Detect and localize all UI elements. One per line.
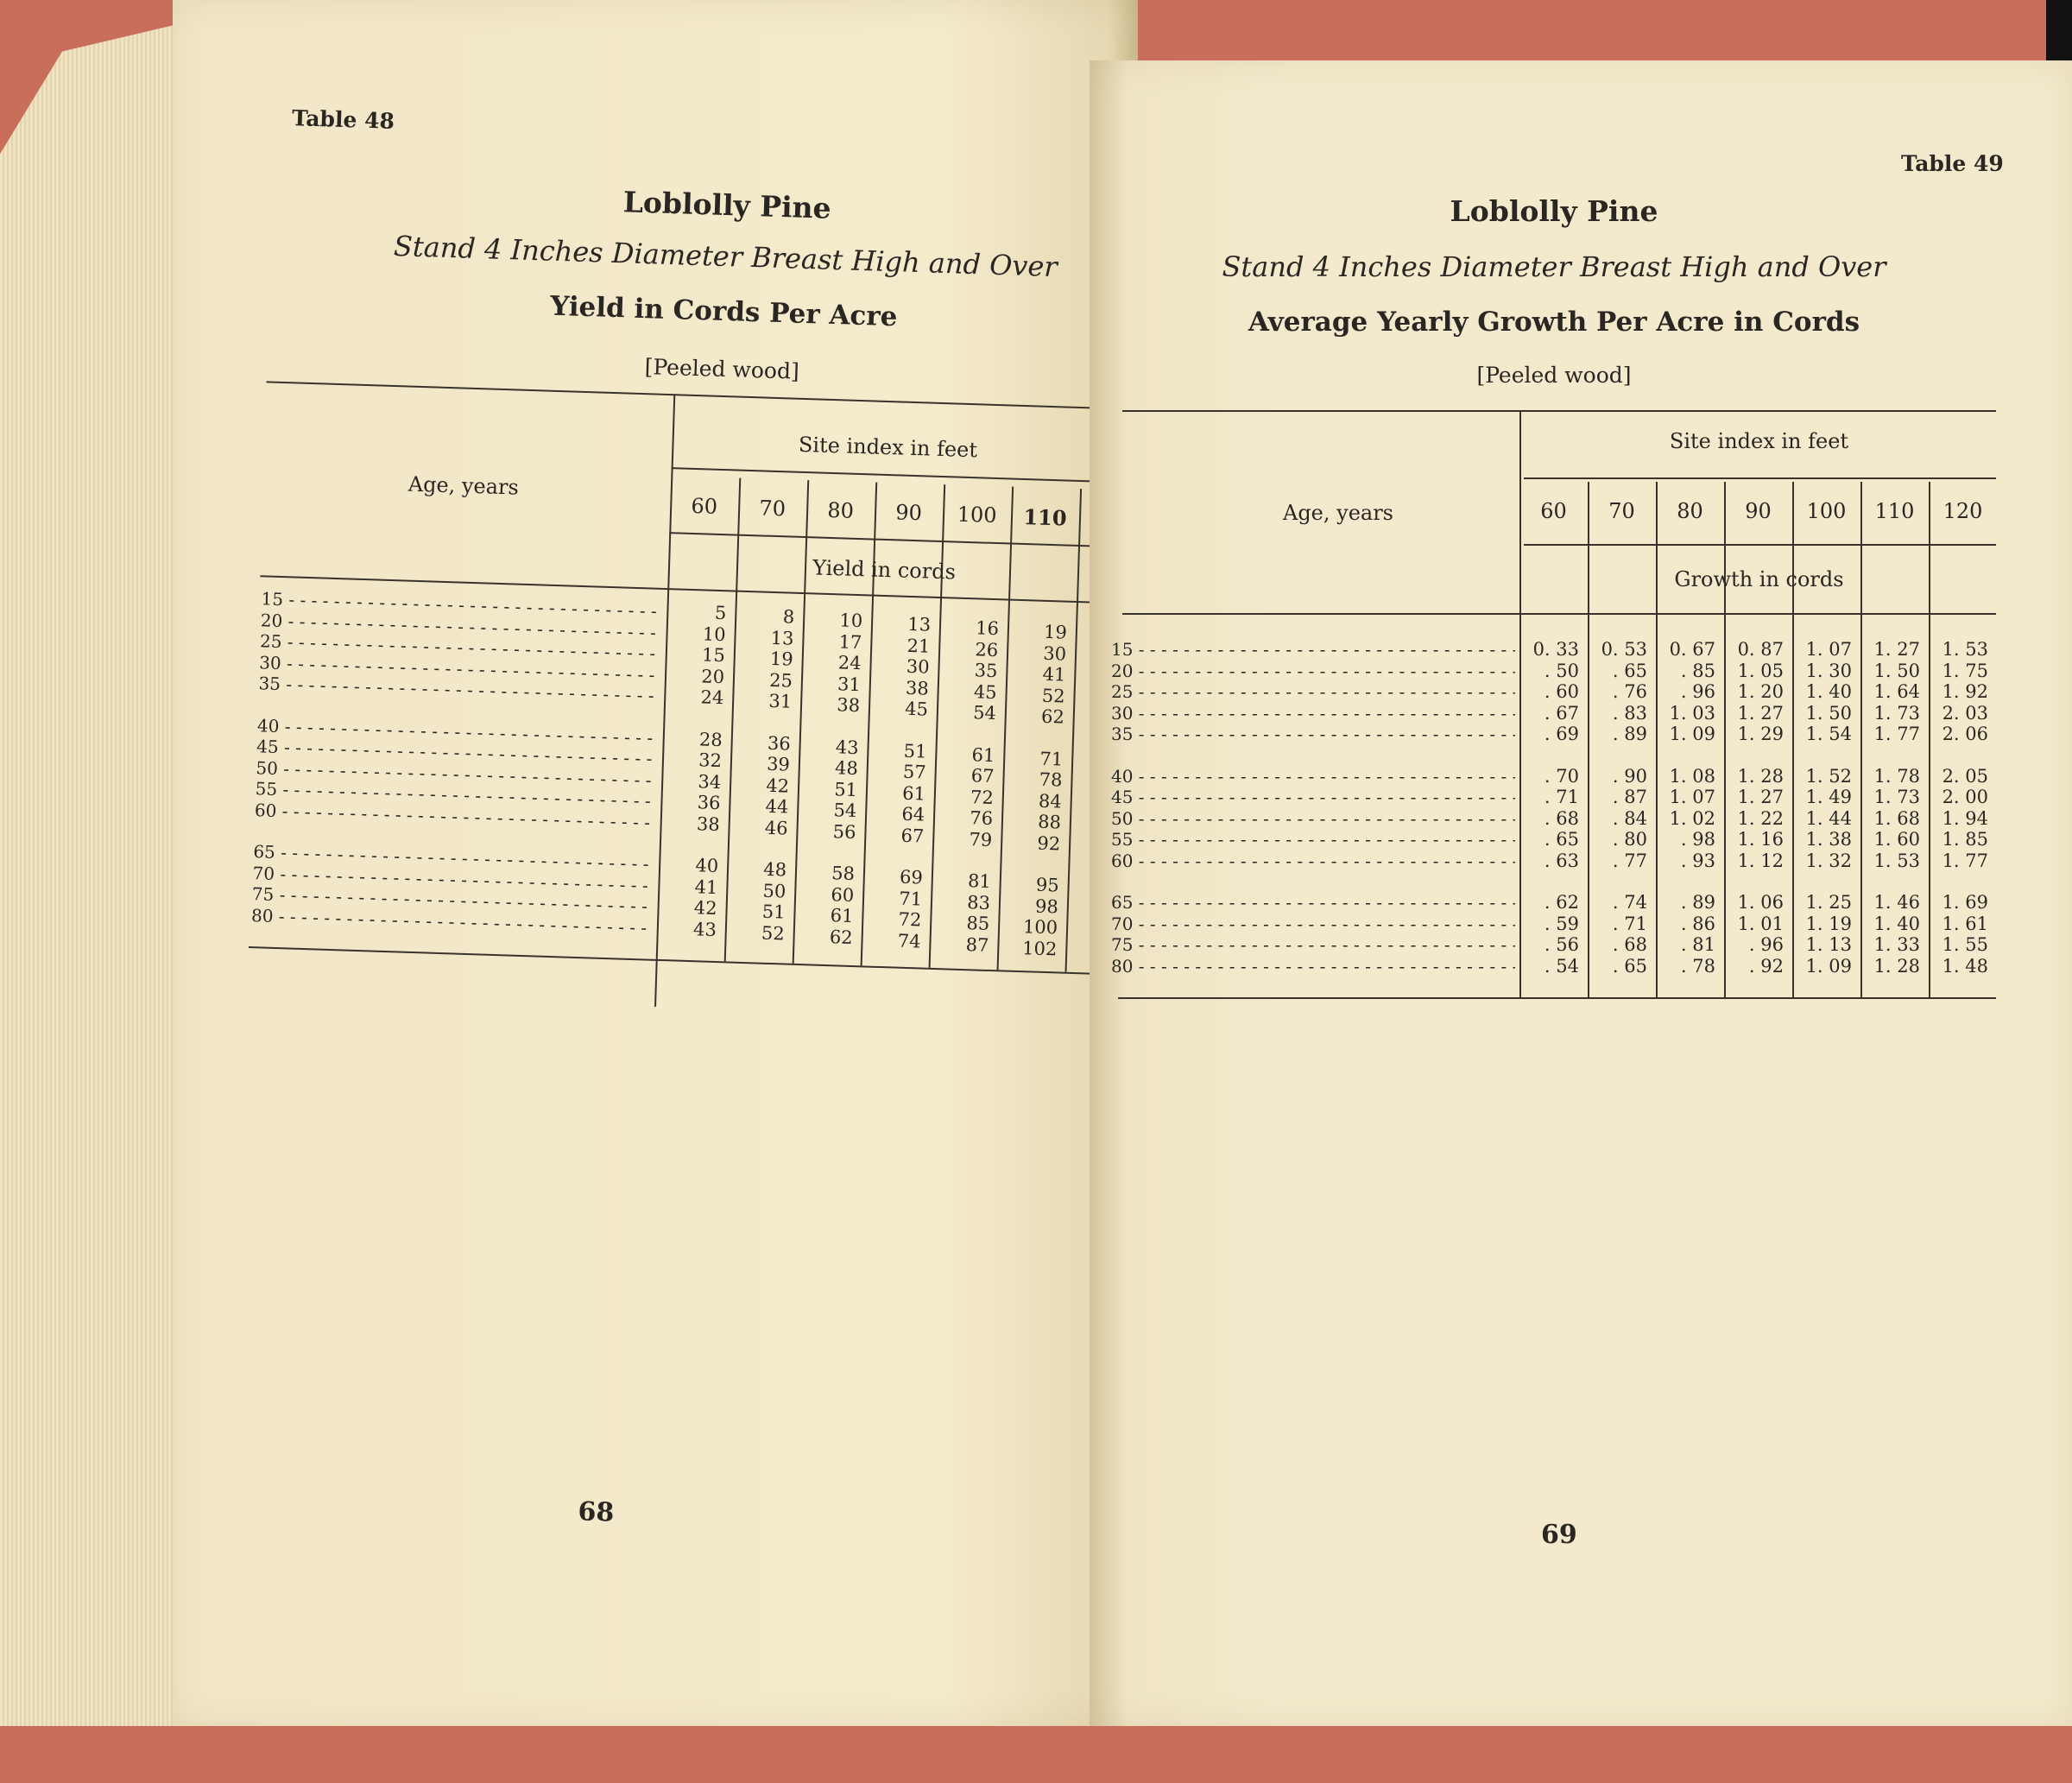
table-title: Loblolly Pine <box>1450 194 1658 228</box>
data-cell: 1. 75 <box>1942 660 1988 681</box>
data-column <box>1001 621 1067 960</box>
data-cell: . 98 <box>1680 829 1715 850</box>
data-cell: 1. 64 <box>1873 681 1920 702</box>
data-cell: 71 <box>898 888 923 910</box>
data-cell: 1. 46 <box>1873 892 1920 913</box>
data-cell: 54 <box>833 800 857 822</box>
data-cell: 1. 61 <box>1942 913 1988 934</box>
age-value: 25 - - - <box>1111 681 1515 703</box>
data-cell: 1. 85 <box>1942 829 1988 850</box>
page-number: 68 <box>578 1496 615 1528</box>
column-header: 100 <box>1806 499 1847 523</box>
data-cell: 8 <box>782 606 795 628</box>
bottom-rule <box>1118 997 1996 999</box>
data-cell: . 59 <box>1544 913 1579 934</box>
column-header: 80 <box>1677 499 1703 523</box>
data-cell: 1. 06 <box>1737 892 1784 913</box>
data-cell: . 71 <box>1544 787 1579 807</box>
data-cell: 84 <box>1038 790 1063 812</box>
data-cell: 31 <box>768 690 793 712</box>
data-cell: 1. 25 <box>1805 892 1852 913</box>
column-header: 100 <box>957 502 997 528</box>
column-divider <box>1792 482 1794 997</box>
column-header: 60 <box>691 493 718 519</box>
data-column <box>932 616 999 956</box>
age-value: 50 - - - <box>1111 808 1515 830</box>
data-cell: 64 <box>901 803 925 825</box>
data-cell: 19 <box>769 648 794 670</box>
column-divider <box>1724 482 1726 997</box>
data-cell: 35 <box>974 660 998 682</box>
data-cell: 1. 54 <box>1805 724 1852 744</box>
data-cell: 1. 01 <box>1737 913 1784 934</box>
age-value: 25 - - - <box>260 630 662 664</box>
data-cell: . 68 <box>1544 807 1579 829</box>
data-cell: 0. 87 <box>1737 639 1784 660</box>
table-label: Table 48 <box>291 105 395 134</box>
data-column <box>1864 639 1920 977</box>
table-subtitle: Stand 4 Inches Diameter Breast High and Over <box>1222 250 1886 283</box>
age-value: 75 - - - <box>252 883 654 917</box>
data-column <box>1591 639 1647 977</box>
age-value: 50 - - - <box>256 757 658 791</box>
column-divider <box>1588 482 1589 997</box>
data-cell: 51 <box>833 778 858 800</box>
data-cell: . 89 <box>1612 724 1647 744</box>
data-cell: 1. 92 <box>1942 681 1988 702</box>
data-cell: 2. 00 <box>1942 787 1988 807</box>
data-cell: 41 <box>694 876 718 898</box>
data-cell: 43 <box>835 736 859 758</box>
data-cell: 61 <box>901 782 926 805</box>
data-cell: 34 <box>698 770 722 793</box>
data-cell: 95 <box>1035 874 1060 896</box>
column-header: 110 <box>1874 499 1915 523</box>
data-cell: . 70 <box>1544 765 1579 787</box>
data-cell: 1. 77 <box>1942 850 1988 871</box>
data-cell: 13 <box>906 613 932 635</box>
data-cell: 1. 28 <box>1873 955 1920 977</box>
data-cell: 1. 55 <box>1942 934 1988 955</box>
age-value: 35 - - - <box>258 673 660 706</box>
table-note: [Peeled wood] <box>1476 363 1632 388</box>
unit-header: Growth in cords <box>1674 567 1844 591</box>
column-divider <box>1860 482 1862 997</box>
column-header: 90 <box>1745 499 1772 523</box>
data-cell: . 71 <box>1612 913 1647 934</box>
data-cell: 1. 44 <box>1805 807 1852 829</box>
table-label: Table 49 <box>1901 151 2004 176</box>
column-header: 70 <box>758 496 786 522</box>
data-cell: 0. 67 <box>1669 639 1715 660</box>
age-value: 55 - - - <box>255 778 657 812</box>
data-cell: 50 <box>762 880 786 902</box>
age-value: 35 - - - <box>1111 724 1515 745</box>
data-cell: 76 <box>969 807 994 830</box>
data-cell: . 50 <box>1544 660 1579 681</box>
data-cell: 98 <box>1034 895 1059 917</box>
data-cell: 30 <box>906 655 930 678</box>
data-cell: 72 <box>898 908 922 931</box>
data-cell: . 93 <box>1680 850 1715 871</box>
age-value: 30 - - - <box>259 652 661 686</box>
data-cell: 1. 33 <box>1873 934 1920 955</box>
data-cell: 43 <box>692 918 717 940</box>
data-cell: . 56 <box>1544 934 1579 955</box>
data-cell: 13 <box>770 627 794 649</box>
data-cell: . 96 <box>1680 681 1715 702</box>
data-cell: 48 <box>834 757 859 780</box>
data-cell: 69 <box>899 866 924 888</box>
body-rule <box>1122 613 1996 615</box>
data-cell: . 78 <box>1680 955 1715 977</box>
column-header: 70 <box>1608 499 1635 523</box>
data-cell: . 81 <box>1680 934 1715 955</box>
column-divider <box>1656 482 1658 997</box>
site-rule <box>1524 477 1996 479</box>
data-column <box>864 613 931 952</box>
data-cell: 1. 02 <box>1669 807 1715 829</box>
data-cell: 17 <box>838 630 862 653</box>
data-cell: 38 <box>836 694 861 717</box>
data-cell: 56 <box>832 820 856 843</box>
age-value: 65 - - - <box>1111 892 1515 914</box>
site-header: Site index in feet <box>798 432 978 463</box>
data-cell: . 83 <box>1612 702 1647 724</box>
data-cell: 1. 30 <box>1805 660 1852 681</box>
data-cell: 26 <box>975 638 999 661</box>
data-cell: 58 <box>831 863 856 885</box>
data-cell: . 65 <box>1544 829 1579 850</box>
data-cell: 42 <box>693 897 718 920</box>
column-divider <box>1929 482 1930 997</box>
data-cell: 1. 03 <box>1669 702 1715 724</box>
table-subtitle: Stand 4 Inches Diameter Breast High and Over <box>393 229 1058 284</box>
data-cell: 25 <box>768 669 793 692</box>
data-cell: 72 <box>970 786 995 808</box>
data-cell: 2. 03 <box>1942 702 1988 724</box>
site-header: Site index in feet <box>1669 429 1849 453</box>
age-value: 70 - - - <box>252 863 654 896</box>
data-cell: 48 <box>762 858 787 881</box>
page-number: 69 <box>1541 1520 1577 1550</box>
column-divider <box>1065 489 1083 972</box>
data-cell: 31 <box>837 673 862 695</box>
data-column <box>1728 639 1784 977</box>
stub-divider <box>1519 410 1521 997</box>
data-cell: 61 <box>830 905 854 927</box>
data-cell: 39 <box>766 753 791 775</box>
data-cell: 10 <box>702 623 726 645</box>
data-cell: 1. 09 <box>1805 955 1852 977</box>
data-cell: 30 <box>1042 642 1067 665</box>
data-cell: 54 <box>972 702 997 724</box>
data-cell: 19 <box>1043 621 1068 643</box>
age-column <box>1111 639 1515 977</box>
data-cell: 36 <box>697 792 721 814</box>
data-cell: 1. 53 <box>1873 850 1920 871</box>
data-cell: 51 <box>903 740 927 762</box>
age-value: 15 - - - <box>261 588 663 622</box>
data-cell: . 62 <box>1544 892 1579 913</box>
data-cell: 67 <box>900 825 925 847</box>
data-cell: 52 <box>761 922 786 945</box>
data-cell: 21 <box>906 635 931 657</box>
column-header: 110 <box>1023 503 1068 531</box>
data-cell: 2. 05 <box>1942 765 1988 787</box>
data-cell: 1. 94 <box>1942 807 1988 829</box>
data-cell: . 65 <box>1612 955 1647 977</box>
data-cell: 87 <box>965 933 989 956</box>
data-cell: . 68 <box>1612 934 1647 955</box>
data-cell: 36 <box>767 732 792 755</box>
data-cell: 79 <box>969 828 993 850</box>
data-cell: 74 <box>897 930 921 952</box>
data-cell: 1. 50 <box>1873 660 1920 681</box>
data-cell: . 60 <box>1544 681 1579 702</box>
data-cell: 1. 38 <box>1805 829 1852 850</box>
data-cell: 71 <box>1039 748 1064 770</box>
data-cell: 57 <box>902 761 927 783</box>
data-cell: 62 <box>829 926 854 948</box>
data-cell: . 77 <box>1612 850 1647 871</box>
data-cell: 20 <box>700 665 725 687</box>
data-column <box>1659 639 1715 977</box>
data-cell: 45 <box>904 698 929 720</box>
data-cell: 88 <box>1037 811 1062 833</box>
data-cell: 1. 73 <box>1873 702 1920 724</box>
data-cell: 45 <box>973 680 998 703</box>
data-cell: 1. 19 <box>1805 913 1852 934</box>
data-cell: 44 <box>765 795 789 818</box>
data-cell: 38 <box>905 677 930 699</box>
data-cell: 102 <box>1021 937 1058 959</box>
column-header: 120 <box>1942 499 1983 523</box>
data-cell: 85 <box>966 913 990 934</box>
data-cell: . 84 <box>1612 807 1647 829</box>
data-cell: 10 <box>839 610 863 632</box>
data-cell: 46 <box>764 817 788 839</box>
data-cell: 28 <box>698 728 723 750</box>
age-value: 15 - - - <box>1111 639 1515 661</box>
data-column <box>1796 639 1852 977</box>
age-value: 70 - - - <box>1111 914 1515 935</box>
data-cell: 1. 50 <box>1805 702 1852 724</box>
data-cell: 1. 20 <box>1737 681 1784 702</box>
data-cell: 1. 27 <box>1737 787 1784 807</box>
data-cell: . 67 <box>1544 702 1579 724</box>
data-cell: 1. 52 <box>1805 765 1852 787</box>
data-cell: 1. 29 <box>1737 724 1784 744</box>
data-cell: . 92 <box>1748 955 1784 977</box>
age-header: Age, years <box>1282 501 1393 525</box>
data-cell: . 90 <box>1612 765 1647 787</box>
data-cell: 38 <box>696 812 721 835</box>
data-cell: 15 <box>701 644 726 667</box>
data-cell: 1. 07 <box>1669 787 1715 807</box>
data-column <box>1523 639 1579 977</box>
table-heading: Yield in Cords Per Acre <box>549 290 898 333</box>
data-cell: 1. 77 <box>1873 724 1920 744</box>
data-cell: 1. 53 <box>1942 639 1988 660</box>
data-cell: . 69 <box>1544 724 1579 744</box>
data-column <box>660 601 726 940</box>
data-cell: 0. 33 <box>1532 639 1579 660</box>
data-cell: . 87 <box>1612 787 1647 807</box>
data-cell: 52 <box>1041 685 1065 707</box>
data-cell: . 76 <box>1612 681 1647 702</box>
data-cell: . 63 <box>1544 850 1579 871</box>
data-cell: 1. 60 <box>1873 829 1920 850</box>
age-value: 75 - - - <box>1111 934 1515 956</box>
data-cell: 1. 09 <box>1669 724 1715 744</box>
data-cell: . 74 <box>1612 892 1647 913</box>
data-cell: 78 <box>1039 768 1063 791</box>
age-value: 20 - - - <box>260 610 662 643</box>
age-column <box>251 588 663 938</box>
data-cell: 1. 22 <box>1737 807 1784 829</box>
unit-header: Yield in cords <box>812 555 957 585</box>
age-value: 65 - - - <box>253 841 655 875</box>
data-cell: 1. 27 <box>1873 639 1920 660</box>
age-value: 55 - - - <box>1111 829 1515 850</box>
data-cell: 5 <box>714 602 727 624</box>
data-cell: 51 <box>761 901 786 923</box>
age-value: 60 - - - <box>255 800 657 833</box>
data-cell: 83 <box>966 891 991 914</box>
age-value: 30 - - - <box>1111 703 1515 724</box>
data-cell: . 65 <box>1612 660 1647 681</box>
colhead-rule <box>1524 544 1996 546</box>
data-cell: 1. 68 <box>1873 807 1920 829</box>
data-cell: 1. 49 <box>1805 787 1852 807</box>
data-cell: 1. 40 <box>1805 681 1852 702</box>
data-cell: 0. 53 <box>1601 639 1647 660</box>
data-cell: . 86 <box>1680 913 1715 934</box>
data-cell: 1. 28 <box>1737 765 1784 787</box>
column-header: 90 <box>894 500 923 526</box>
data-cell: 32 <box>698 749 723 772</box>
data-cell: 1. 07 <box>1805 639 1852 660</box>
data-column <box>796 609 862 948</box>
data-cell: 2. 06 <box>1942 724 1988 744</box>
data-cell: 100 <box>1022 916 1058 939</box>
age-header: Age, years <box>407 471 520 500</box>
age-value: 80 - - - <box>1111 956 1515 977</box>
data-cell: . 96 <box>1748 934 1784 955</box>
data-cell: 1. 27 <box>1737 702 1784 724</box>
data-cell: . 80 <box>1612 829 1647 850</box>
age-value: 40 - - - <box>257 715 660 749</box>
data-cell: 61 <box>971 743 995 766</box>
data-cell: 40 <box>695 855 719 877</box>
data-cell: 24 <box>837 652 862 674</box>
data-cell: 1. 13 <box>1805 934 1852 955</box>
data-cell: 1. 08 <box>1669 765 1715 787</box>
data-column <box>728 605 794 945</box>
age-value: 45 - - - <box>256 736 659 769</box>
age-value: 45 - - - <box>1111 787 1515 808</box>
data-column <box>1932 639 1988 977</box>
data-cell: . 85 <box>1680 660 1715 681</box>
age-value: 40 - - - <box>1111 766 1515 787</box>
data-cell: 62 <box>1040 705 1065 728</box>
column-header: 80 <box>826 497 855 523</box>
data-cell: 16 <box>975 617 1000 640</box>
data-cell: 92 <box>1037 832 1061 855</box>
data-cell: 1. 40 <box>1873 913 1920 934</box>
data-cell: 1. 12 <box>1737 850 1784 871</box>
table-title: Loblolly Pine <box>622 185 832 225</box>
table-heading: Average Yearly Growth Per Acre in Cords <box>1248 307 1860 338</box>
data-cell: 1. 16 <box>1737 829 1784 850</box>
data-cell: 41 <box>1042 663 1066 686</box>
data-cell: . 54 <box>1544 955 1579 977</box>
data-cell: 1. 32 <box>1805 850 1852 871</box>
data-cell: 1. 69 <box>1942 892 1988 913</box>
data-cell: 1. 05 <box>1737 660 1784 681</box>
data-cell: 1. 73 <box>1873 787 1920 807</box>
data-cell: 60 <box>831 883 855 906</box>
data-cell: 1. 78 <box>1873 765 1920 787</box>
age-value: 60 - - - <box>1111 850 1515 872</box>
column-header: 60 <box>1540 499 1567 523</box>
top-rule <box>1122 410 1996 412</box>
age-value: 20 - - - <box>1111 661 1515 682</box>
data-cell: 1. 48 <box>1942 955 1988 977</box>
data-cell: 42 <box>766 775 790 797</box>
data-cell: 24 <box>700 686 724 709</box>
age-value: 80 - - - <box>251 905 654 939</box>
data-cell: . 89 <box>1680 892 1715 913</box>
data-cell: 67 <box>970 765 995 787</box>
table-note: [Peeled wood] <box>644 354 800 384</box>
data-cell: 81 <box>967 870 992 892</box>
